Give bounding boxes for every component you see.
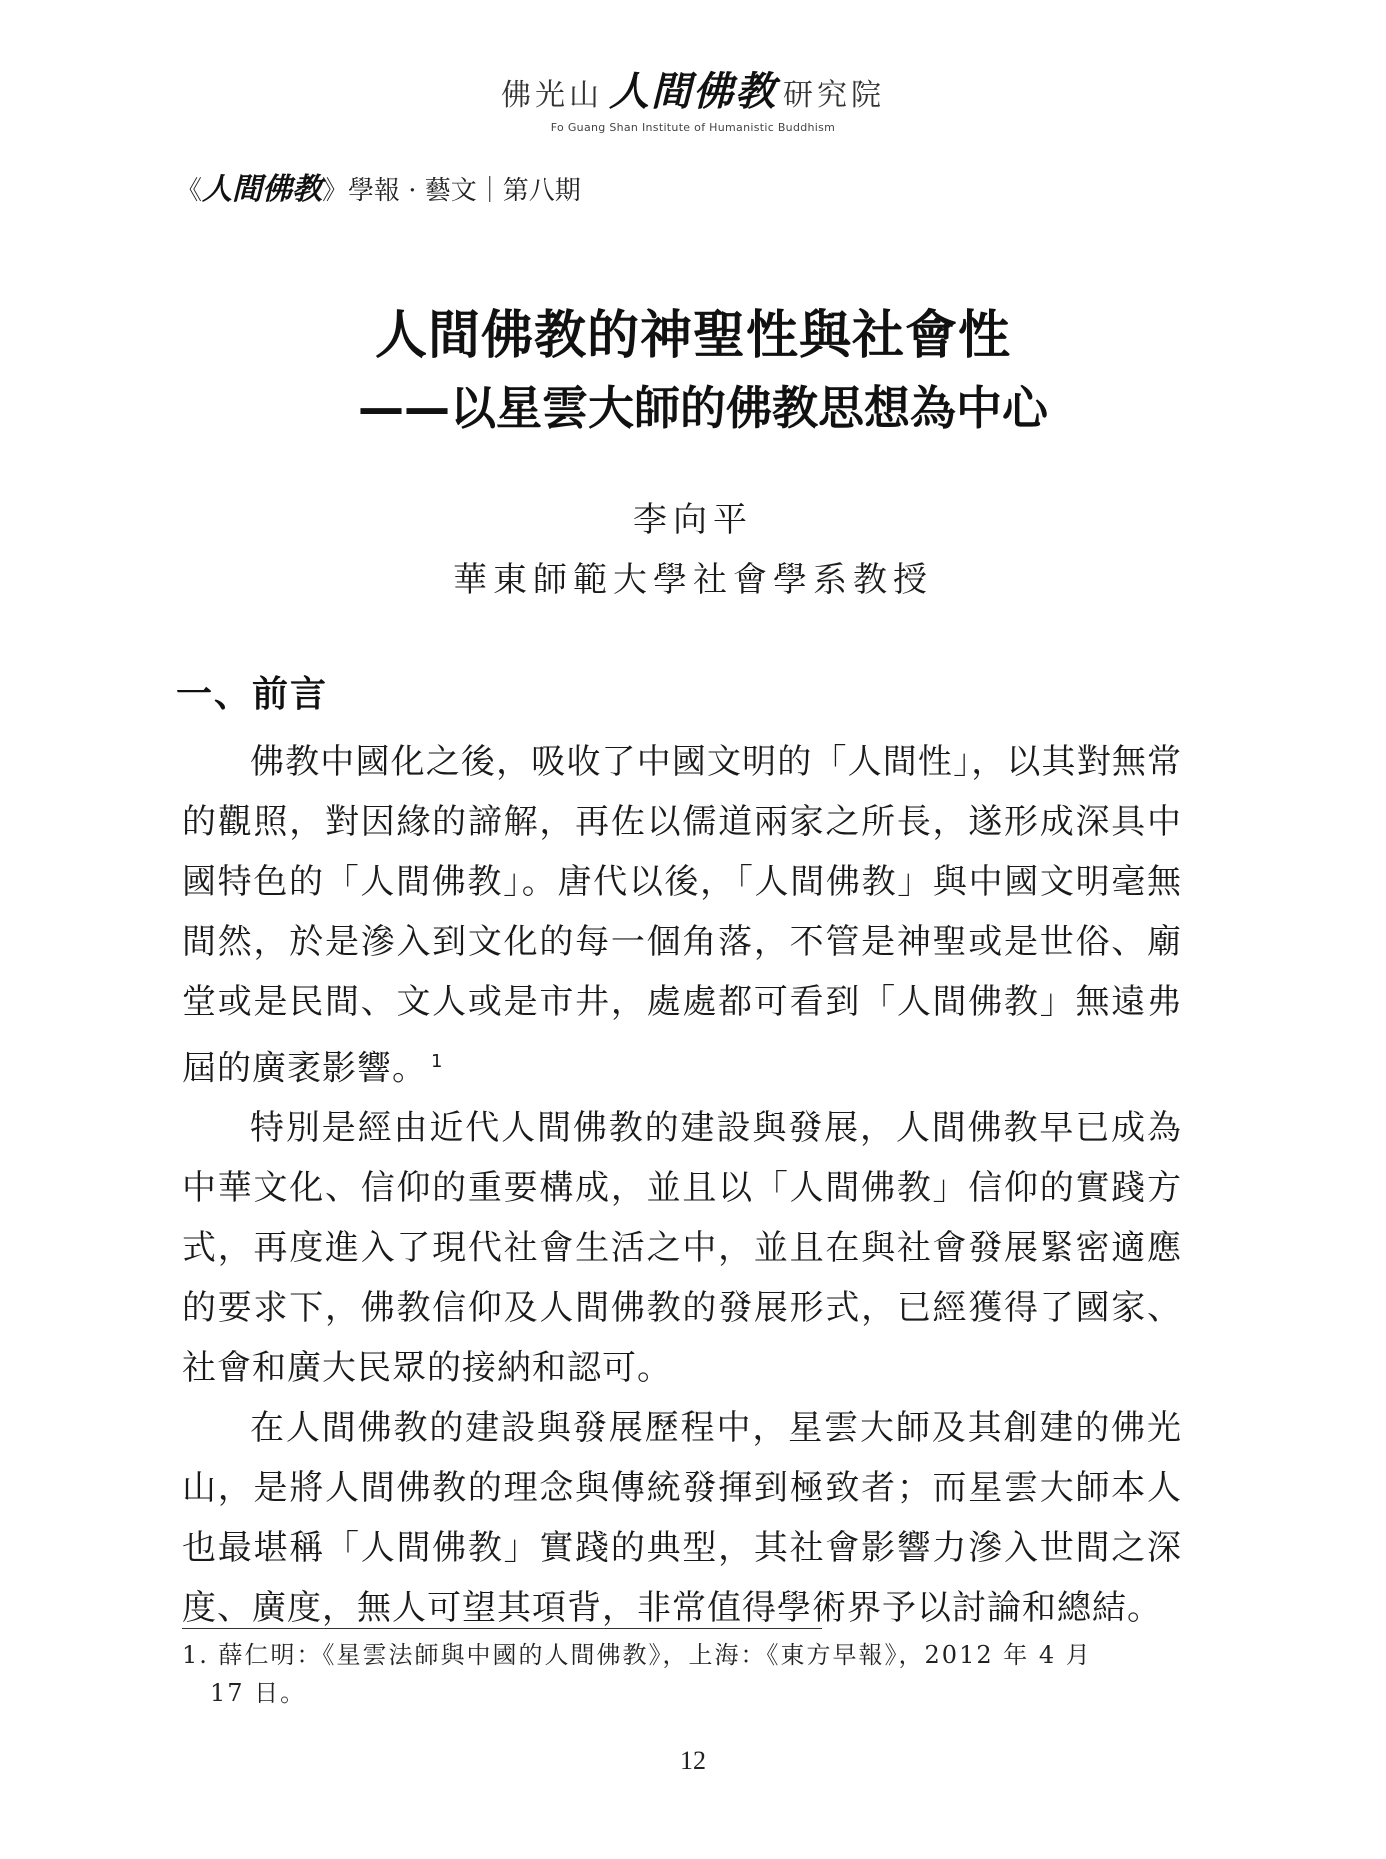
institute-header	[0, 60, 1386, 134]
journal-logo: 人間佛教	[202, 172, 323, 207]
article-title: 人間佛教的神聖性與社會性	[374, 306, 1011, 366]
institute-prefix: 佛光山	[501, 78, 603, 113]
footnote-reference[interactable]: 1	[431, 1051, 444, 1072]
paragraph-text: 特別是經由近代人間佛教的建設與發展，人間佛教早已成為中華文化、信仰的重要構成，並且以「人間佛教」信仰的實踐方式，再度進入了現代社會生活之中，並且在與社會發展緊密適應的要求下，佛教信仰及人間佛教的發展形式，已經獲得了國家、社會和廣大民眾的接納和認可。	[182, 1108, 1182, 1389]
institute-suffix: 研究院	[783, 78, 885, 113]
section-heading: 一、前言	[176, 674, 329, 715]
footnote-line-1: 1. 薛仁明：《星雲法師與中國的人間佛教》，上海：《東方早報》，2012 年 4 月	[182, 1641, 1092, 1669]
journal-open-bracket: 《	[176, 176, 203, 206]
page-number: 12	[680, 1746, 706, 1775]
article-subtitle: ——以星雲大師的佛教思想為中心	[358, 381, 1048, 435]
paragraph-text: 佛教中國化之後，吸收了中國文明的「人間性」，以其對無常的觀照，對因緣的諦解，再佐以儒道兩家之所長，遂形成深具中國特色的「人間佛教」。唐代以後，「人間佛教」與中國文明毫無間然，於是滲入到文化的每一個角落，不管是神聖或是世俗、廟堂或是民間、文人或是市井，處處都可看到「人間佛教」無遠弗屆的廣袤影響。	[182, 742, 1182, 1089]
institute-name	[0, 60, 1386, 117]
institute-english-name: Fo Guang Shan Institute of Humanistic Buddhism	[550, 121, 836, 134]
author-affiliation: 華東師範大學社會學系教授	[453, 560, 933, 600]
journal-issue-label: 》學報 · 藝文｜第八期	[322, 176, 581, 206]
footnote	[182, 1636, 1182, 1712]
paragraph	[182, 1098, 1182, 1398]
footnote-divider	[182, 1628, 822, 1629]
article-title-block	[0, 300, 1386, 444]
paragraph	[182, 732, 1182, 1098]
journal-running-header	[176, 164, 581, 208]
paragraph	[182, 1398, 1182, 1638]
author-block	[0, 490, 1386, 610]
footnote-line-2: 17 日。	[210, 1679, 307, 1707]
paragraph-text: 在人間佛教的建設與發展歷程中，星雲大師及其創建的佛光山，是將人間佛教的理念與傳統發揮到極致者；而星雲大師本人也最堪稱「人間佛教」實踐的典型，其社會影響力滲入世間之深度、廣度，無人可望其項背，非常值得學術界予以討論和總結。	[182, 1408, 1182, 1629]
body-text	[182, 732, 1182, 1638]
humanistic-buddhism-logo: 人間佛教	[609, 69, 777, 115]
author-name: 李向平	[633, 500, 753, 540]
